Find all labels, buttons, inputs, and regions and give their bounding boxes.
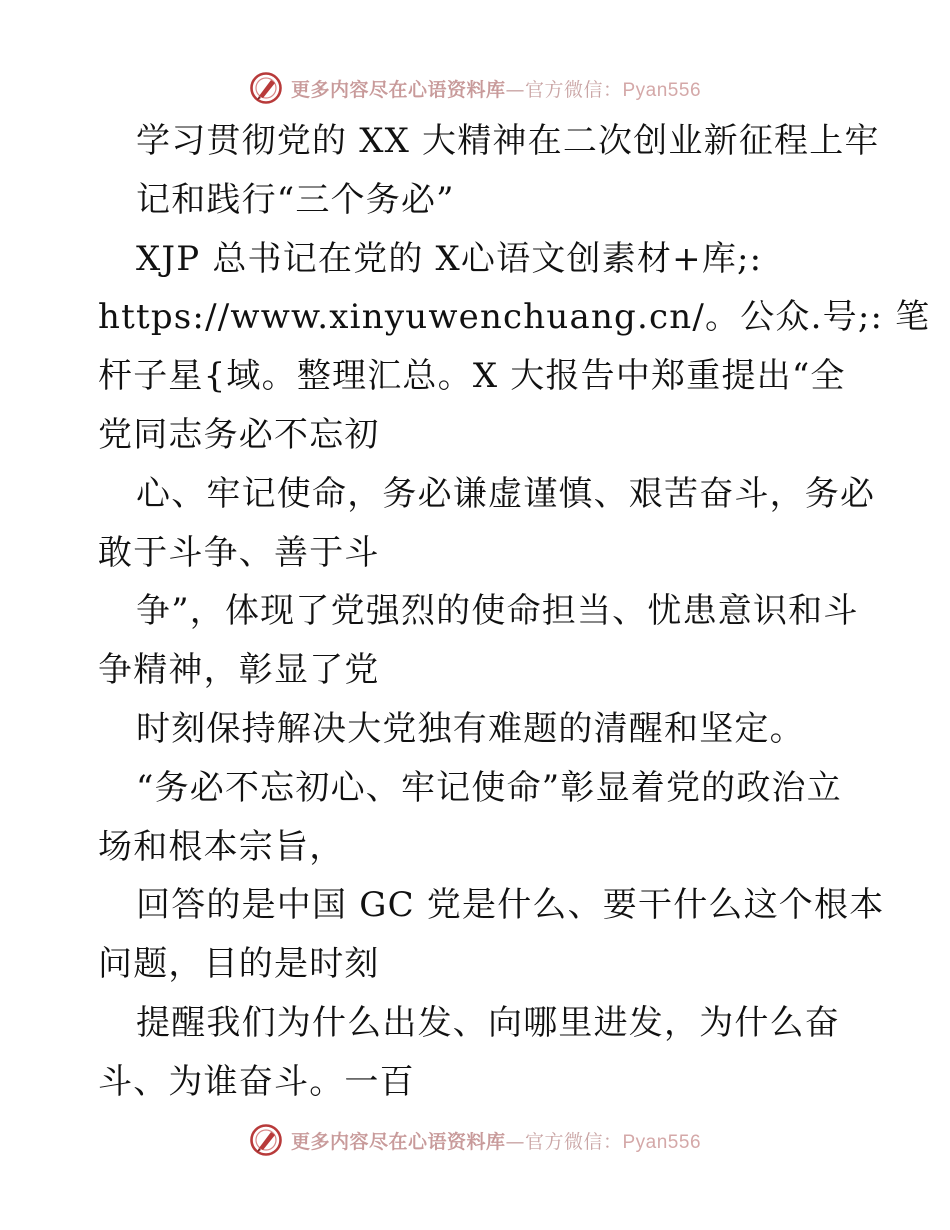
banner-site-name: 更多内容尽在心语资料库 (290, 78, 506, 101)
header-banner-inner (249, 71, 701, 105)
text-line: 争”，体现了党强烈的使命担当、忧患意识和斗 (136, 591, 859, 632)
text-line: 时刻保持解决大党独有难题的清醒和坚定。 (136, 708, 805, 749)
text-line: XJP 总书记在党的 X心语文创素材+库;: (136, 238, 763, 279)
text-line: 杆子星{域。整理汇总。X 大报告中郑重提出“全 (98, 356, 846, 397)
banner-separator: — (505, 78, 525, 101)
text-line: 场和根本宗旨， (98, 826, 345, 867)
banner-wechat-id: Pyan556 (622, 1131, 702, 1153)
text-line: 党同志务必不忘初 (98, 414, 380, 455)
text-line: 回答的是中国 GC 党是什么、要干什么这个根本 (136, 885, 885, 926)
text-line: 学习贯彻党的 XX 大精神在二次创业新征程上牢 (136, 121, 880, 161)
banner-wechat-id: Pyan556 (622, 79, 702, 101)
header-banner-text (291, 75, 701, 102)
header-banner (0, 68, 950, 108)
text-line: 斗、为谁奋斗。一百 (98, 1061, 415, 1102)
banner-separator: — (505, 1130, 525, 1153)
text-line: 敢于斗争、善于斗 (98, 532, 380, 573)
footer-banner (0, 1120, 950, 1160)
document-body (98, 112, 931, 1112)
text-line: 记和践行“三个务必” (136, 179, 455, 220)
text-line: 心、牢记使命，务必谦虚谨慎、艰苦奋斗，务必 (136, 473, 876, 514)
banner-wechat-label: 官方微信： (524, 78, 623, 101)
text-line: 争精神，彰显了党 (98, 650, 380, 691)
banner-site-name: 更多内容尽在心语资料库 (290, 1130, 506, 1153)
banner-wechat-label: 官方微信： (524, 1130, 623, 1153)
text-line: “务必不忘初心、牢记使命”彰显着党的政治立 (136, 767, 842, 808)
footer-banner-text (291, 1127, 701, 1154)
text-line: 问题，目的是时刻 (98, 944, 380, 985)
footer-banner-inner (249, 1123, 701, 1157)
pen-circle-logo-icon (249, 1123, 283, 1157)
text-line: 提醒我们为什么出发、向哪里进发，为什么奋 (136, 1002, 840, 1043)
text-line: https://www.xinyuwenchuang.cn/。公众.号;: 笔 (98, 297, 931, 338)
pen-circle-logo-icon (249, 71, 283, 105)
